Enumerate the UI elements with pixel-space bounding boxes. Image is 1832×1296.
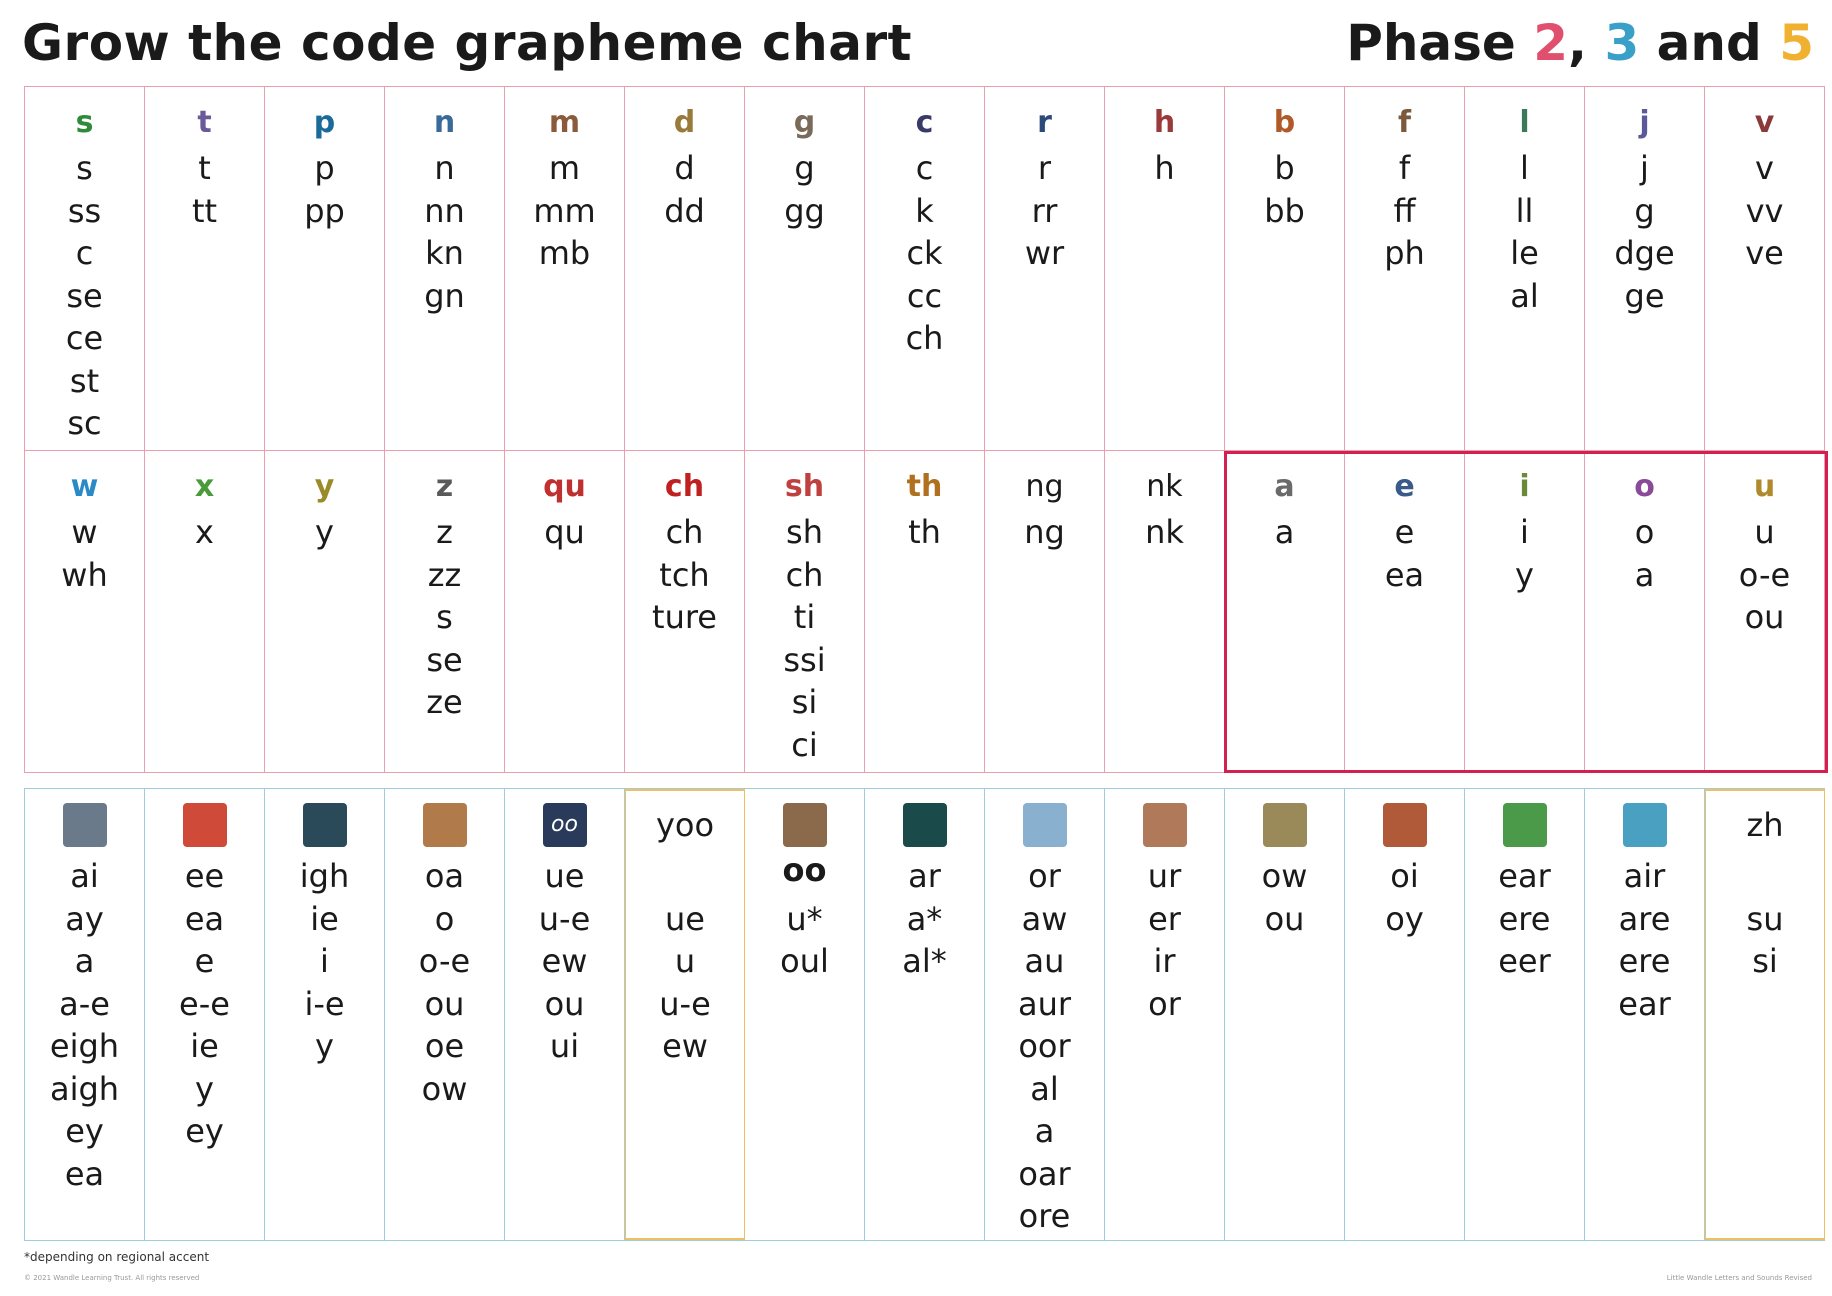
grapheme: vv <box>1745 191 1784 230</box>
grapheme-cell <box>145 87 265 451</box>
grapheme: a <box>1034 1112 1055 1150</box>
grapheme: ou <box>544 984 585 1023</box>
grapheme: se <box>66 276 103 315</box>
grapheme-cell <box>1705 451 1825 773</box>
grapheme-cell <box>1225 87 1345 451</box>
key-letter: l <box>1519 104 1530 140</box>
night-icon <box>903 803 947 847</box>
grapheme: kn <box>425 234 464 272</box>
grapheme: rr <box>1031 191 1058 230</box>
grapheme: tt <box>191 191 218 230</box>
consonant-grid <box>24 86 1825 773</box>
key-letter: r <box>1037 104 1052 140</box>
key-letter: w <box>70 468 99 504</box>
key-letter: y <box>314 468 335 504</box>
grapheme-cell <box>625 87 745 451</box>
grapheme: ch <box>905 319 944 357</box>
grapheme: oar <box>1018 1154 1071 1193</box>
grapheme: aw <box>1021 899 1068 938</box>
grapheme: ve <box>1745 234 1784 272</box>
grapheme: ir <box>1153 942 1176 980</box>
grapheme-cell <box>1105 87 1225 451</box>
grapheme: ss <box>67 191 102 230</box>
grapheme: i <box>1520 513 1529 551</box>
grapheme: u-e <box>538 899 591 938</box>
grapheme: i-e <box>304 984 345 1023</box>
grapheme: er <box>1148 899 1181 938</box>
grapheme: a <box>1634 555 1655 594</box>
grapheme: ch <box>785 555 824 594</box>
grapheme: ee <box>184 857 225 895</box>
key-letter: c <box>915 104 934 140</box>
grapheme: ere <box>1498 899 1551 938</box>
grapheme: s <box>76 149 93 187</box>
grapheme: or <box>1148 984 1181 1023</box>
vowel-grapheme-cell <box>145 789 265 1240</box>
grapheme: j <box>1640 149 1649 187</box>
grapheme-cell <box>985 87 1105 451</box>
grapheme-cell <box>505 87 625 451</box>
grapheme-cell <box>1225 451 1345 773</box>
grapheme: r <box>1037 149 1052 187</box>
grapheme: k <box>915 191 934 230</box>
sound-label: yoo <box>655 806 715 844</box>
grapheme-cell <box>865 87 985 451</box>
grapheme: ie <box>190 1027 219 1065</box>
grapheme-cell <box>505 451 625 773</box>
grapheme: mm <box>533 191 596 230</box>
grapheme: al <box>1510 276 1539 315</box>
nurse-icon <box>1143 803 1187 847</box>
key-letter: u <box>1753 468 1776 504</box>
grapheme-cell <box>625 451 745 773</box>
tree-icon <box>63 803 107 847</box>
grapheme: oul <box>780 942 829 980</box>
grapheme: le <box>1510 234 1539 272</box>
chart-title: Grow the code grapheme chart <box>22 14 913 72</box>
grapheme: g <box>1634 191 1655 230</box>
grapheme: ge <box>1624 276 1665 315</box>
copyright: © 2021 Wandle Learning Trust. All rights reserved <box>24 1274 200 1282</box>
key-letter: ng <box>1025 468 1064 504</box>
grapheme: ci <box>791 725 818 764</box>
grapheme: ea <box>184 899 225 938</box>
grapheme: oe <box>424 1027 465 1065</box>
key-letter: v <box>1754 104 1775 140</box>
grapheme: a <box>74 942 95 980</box>
grapheme: se <box>426 640 463 679</box>
grapheme: ay <box>65 899 104 938</box>
grapheme: oa <box>424 857 465 895</box>
grapheme: si <box>1752 942 1778 980</box>
grapheme: ew <box>662 1027 708 1065</box>
grapheme-cell <box>1105 451 1225 773</box>
key-letter: h <box>1153 104 1176 140</box>
grapheme: c <box>75 234 94 272</box>
key-letter: i <box>1519 468 1530 504</box>
grapheme: z <box>436 513 453 551</box>
grapheme: ff <box>1393 191 1416 230</box>
grapheme: eer <box>1498 942 1551 980</box>
grapheme: a <box>1274 513 1295 551</box>
grapheme: a-e <box>59 984 110 1023</box>
vowel-grapheme-cell <box>1105 789 1225 1240</box>
grapheme: w <box>71 513 98 551</box>
key-letter: z <box>435 468 454 504</box>
grapheme: ea <box>1384 555 1425 594</box>
grapheme: t <box>198 149 211 187</box>
grapheme: ze <box>426 683 463 721</box>
grapheme: ar <box>908 857 941 895</box>
vowel-grapheme-cell <box>505 789 625 1240</box>
grapheme: o <box>1634 513 1655 551</box>
vowel-grapheme-cell <box>1465 789 1585 1240</box>
key-letter: e <box>1394 468 1415 504</box>
vowel-grapheme-cell <box>1585 789 1705 1240</box>
grapheme: ey <box>185 1112 224 1150</box>
grapheme: u <box>674 942 696 980</box>
grapheme: a* <box>906 899 943 938</box>
grapheme: n <box>434 149 455 187</box>
grapheme: wh <box>61 555 108 594</box>
grapheme: u <box>1754 513 1775 551</box>
grapheme: x <box>195 513 214 551</box>
grapheme-cell <box>1345 87 1465 451</box>
grapheme: i <box>320 942 329 980</box>
grapheme: f <box>1398 149 1411 187</box>
grapheme-cell <box>25 451 145 773</box>
key-letter: n <box>433 104 456 140</box>
vowel-grapheme-cell <box>1225 789 1345 1240</box>
grapheme-cell <box>865 451 985 773</box>
boat-icon <box>423 803 467 847</box>
grapheme: eigh <box>49 1027 120 1065</box>
grapheme: u* <box>786 899 823 938</box>
grapheme: gg <box>784 191 825 230</box>
key-letter: j <box>1639 104 1650 140</box>
grapheme: o-e <box>418 942 471 980</box>
grapheme: s <box>436 598 453 636</box>
grapheme: ow <box>1261 857 1308 895</box>
grapheme: ear <box>1498 857 1551 895</box>
grapheme: y <box>315 1027 334 1065</box>
grapheme: ou <box>1264 899 1305 938</box>
boy-icon <box>1383 803 1427 847</box>
grapheme: bb <box>1264 191 1305 230</box>
grapheme: ce <box>65 319 104 357</box>
key-letter: a <box>1274 468 1295 504</box>
grapheme: ssi <box>783 640 826 679</box>
grapheme: zz <box>427 555 462 594</box>
grapheme-cell <box>1585 87 1705 451</box>
vowel-grapheme-cell <box>265 789 385 1240</box>
key-letter: qu <box>543 468 586 504</box>
vowel-grapheme-cell <box>985 789 1105 1240</box>
grapheme: ow <box>421 1069 468 1108</box>
grapheme-cell <box>145 451 265 773</box>
grapheme: c <box>915 149 934 187</box>
key-letter: nk <box>1146 468 1183 504</box>
grapheme: e <box>1394 513 1415 551</box>
grapheme: oi <box>1390 857 1419 895</box>
grapheme: or <box>1028 857 1061 895</box>
grapheme: ear <box>1618 984 1671 1023</box>
grapheme: nk <box>1145 513 1184 551</box>
grapheme: o <box>434 899 455 938</box>
grapheme: e-e <box>179 984 230 1023</box>
vowel-grapheme-cell <box>385 789 505 1240</box>
grapheme: si <box>791 683 818 721</box>
grapheme: ai <box>70 857 99 895</box>
hair-icon <box>1623 803 1667 847</box>
grapheme: wr <box>1024 234 1065 272</box>
ear-icon <box>1503 803 1547 847</box>
grapheme: y <box>315 513 334 551</box>
vowel-grapheme-cell <box>1345 789 1465 1240</box>
grapheme: st <box>69 361 100 400</box>
grapheme-cell <box>265 87 385 451</box>
key-letter: m <box>548 104 581 140</box>
key-letter: g <box>793 104 816 140</box>
key-letter: ch <box>664 468 705 504</box>
key-letter: f <box>1397 104 1412 140</box>
owl-icon <box>1263 803 1307 847</box>
car-icon <box>183 803 227 847</box>
grapheme: nn <box>424 191 465 230</box>
credit: Little Wandle Letters and Sounds Revised <box>1666 1274 1812 1282</box>
grapheme-cell <box>265 451 385 773</box>
grapheme: qu <box>544 513 585 551</box>
grapheme: oor <box>1018 1027 1071 1065</box>
grapheme: ture <box>652 598 717 636</box>
grapheme: ph <box>1384 234 1425 272</box>
lighthouse-icon <box>303 803 347 847</box>
key-letter: b <box>1273 104 1296 140</box>
grapheme: al* <box>902 942 947 980</box>
grapheme: mb <box>538 234 591 272</box>
grapheme: su <box>1746 899 1784 938</box>
vowel-grapheme-cell <box>865 789 985 1240</box>
grapheme-cell <box>1705 87 1825 451</box>
grapheme: sc <box>67 404 102 442</box>
grapheme: m <box>548 149 581 187</box>
grapheme-cell <box>745 451 865 773</box>
grapheme: dge <box>1614 234 1675 272</box>
key-letter: sh <box>784 468 825 504</box>
grapheme: gn <box>424 276 465 315</box>
grapheme: cc <box>906 276 943 315</box>
grapheme: ey <box>65 1112 104 1150</box>
grapheme-cell <box>1465 451 1585 773</box>
grapheme: ui <box>549 1027 580 1065</box>
grapheme: d <box>674 149 695 187</box>
grapheme: au <box>1024 942 1065 980</box>
key-letter: o <box>1634 468 1655 504</box>
grapheme: u-e <box>659 984 711 1023</box>
moon-icon: oo <box>543 803 587 847</box>
grapheme-cell <box>985 451 1105 773</box>
grapheme: g <box>794 149 815 187</box>
vowel-grapheme-cell <box>625 789 745 1240</box>
grapheme: igh <box>299 857 350 895</box>
grapheme: pp <box>304 191 345 230</box>
grapheme: tch <box>659 555 710 594</box>
grapheme: e <box>194 942 215 980</box>
footnote: *depending on regional accent <box>24 1250 210 1264</box>
grapheme: aur <box>1017 984 1072 1023</box>
grapheme-cell <box>1585 451 1705 773</box>
vowel-grapheme-cell <box>25 789 145 1240</box>
grapheme: ue <box>544 857 585 895</box>
grapheme: aigh <box>49 1069 120 1108</box>
vowel-grapheme-cell: oo u* oul <box>745 789 865 1240</box>
vowel-grapheme-cell <box>1705 789 1825 1240</box>
grapheme: ng <box>1024 513 1065 551</box>
key-letter: d <box>673 104 696 140</box>
grapheme-cell <box>385 87 505 451</box>
grapheme: ew <box>541 942 588 980</box>
grapheme: are <box>1618 899 1671 938</box>
grapheme-cell <box>385 451 505 773</box>
grapheme-cell <box>1465 87 1585 451</box>
grapheme: sh <box>786 513 823 551</box>
grapheme-cell <box>25 87 145 451</box>
grapheme: ll <box>1515 191 1534 230</box>
key-letter: p <box>313 104 336 140</box>
grapheme: ch <box>665 513 704 551</box>
key-letter: x <box>194 468 215 504</box>
grapheme: v <box>1755 149 1774 187</box>
key-letter: th <box>906 468 943 504</box>
grapheme: air <box>1623 857 1666 895</box>
grapheme: l <box>1520 149 1529 187</box>
unicorn-icon <box>1023 803 1067 847</box>
key-letter: t <box>197 104 212 140</box>
grapheme: ou <box>424 984 465 1023</box>
grapheme: ou <box>1744 598 1785 636</box>
grapheme-cell <box>745 87 865 451</box>
grapheme: p <box>314 149 335 187</box>
grapheme: ti <box>793 598 816 636</box>
grapheme: dd <box>664 191 705 230</box>
grapheme: y <box>195 1069 214 1108</box>
vowel-grid <box>24 788 1825 1241</box>
grapheme-cell <box>1345 451 1465 773</box>
grapheme: ore <box>1018 1197 1071 1235</box>
grapheme: b <box>1274 149 1295 187</box>
grapheme: ue <box>665 899 705 938</box>
book-icon <box>783 803 827 847</box>
grapheme: oy <box>1385 899 1424 938</box>
grapheme: y <box>1515 555 1534 594</box>
grapheme: ere <box>1618 942 1671 980</box>
grapheme: h <box>1154 149 1175 187</box>
grapheme: ur <box>1147 857 1182 895</box>
key-letter: s <box>75 104 94 140</box>
phase-heading: Phase 2, 3 and 5 <box>1346 14 1814 72</box>
grapheme: ck <box>906 234 943 272</box>
sound-label: zh <box>1746 806 1784 844</box>
grapheme: al <box>1030 1069 1059 1108</box>
grapheme: th <box>908 513 941 551</box>
grapheme: ea <box>64 1154 105 1193</box>
grapheme: o-e <box>1738 555 1791 594</box>
grapheme: ie <box>310 899 339 938</box>
